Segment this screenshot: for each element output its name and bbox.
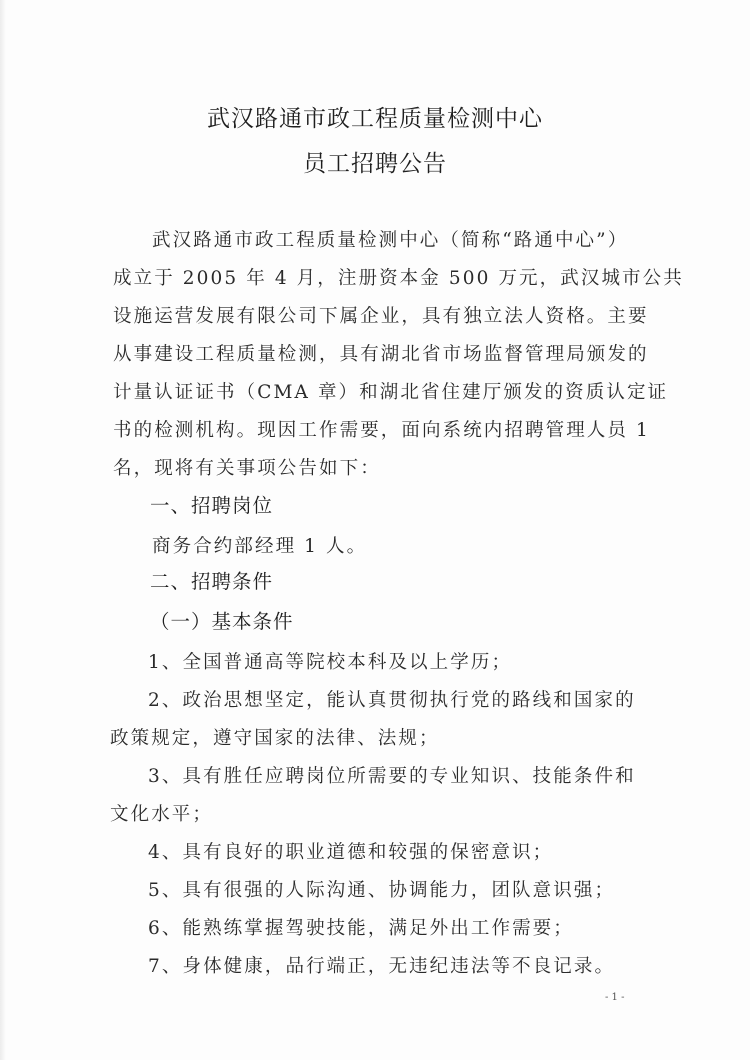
section-heading-positions: 一、招聘岗位 [150, 494, 274, 517]
intro-line: 武汉路通市政工程质量检测中心（简称“路通中心”） [152, 230, 629, 251]
intro-line: 设施运营发展有限公司下属企业，具有独立法人资格。主要 [113, 306, 649, 327]
intro-line: 书的检测机构。现因工作需要，面向系统内招聘管理人员 1 [113, 420, 650, 441]
document-subtitle: 员工招聘公告 [303, 151, 447, 177]
condition-item: 7、身体健康，品行端正，无违纪违法等不良记录。 [148, 956, 616, 977]
intro-line: 名，现将有关事项公告如下： [113, 458, 381, 479]
condition-item: 6、能熟练掌握驾驶技能，满足外出工作需要； [148, 918, 574, 939]
section-body-positions: 商务合约部经理 1 人。 [152, 536, 368, 557]
intro-line: 成立于 2005 年 4 月，注册资本金 500 万元，武汉城市公共 [113, 268, 684, 289]
condition-item: 5、具有很强的人际沟通、协调能力，团队意识强； [148, 880, 616, 901]
document-title: 武汉路通市政工程质量检测中心 [207, 106, 543, 132]
intro-line: 计量认证证书（CMA 章）和湖北省住建厅颁发的资质认定证 [113, 382, 669, 403]
condition-item: 2、政治思想坚定，能认真贯彻执行党的路线和国家的 [148, 690, 636, 711]
subsection-heading-basic: （一）基本条件 [150, 610, 294, 633]
condition-item: 3、具有胜任应聘岗位所需要的专业知识、技能条件和 [148, 766, 636, 787]
condition-item-continuation: 政策规定，遵守国家的法律、法规； [110, 728, 440, 749]
condition-item: 1、全国普通高等院校本科及以上学历； [148, 652, 513, 673]
condition-item-continuation: 文化水平； [110, 804, 214, 825]
section-heading-conditions: 二、招聘条件 [150, 570, 274, 593]
page-number: - 1 - [605, 992, 625, 1003]
condition-item: 4、具有良好的职业道德和较强的保密意识； [148, 842, 554, 863]
intro-line: 从事建设工程质量检测，具有湖北省市场监督管理局颁发的 [113, 344, 649, 365]
